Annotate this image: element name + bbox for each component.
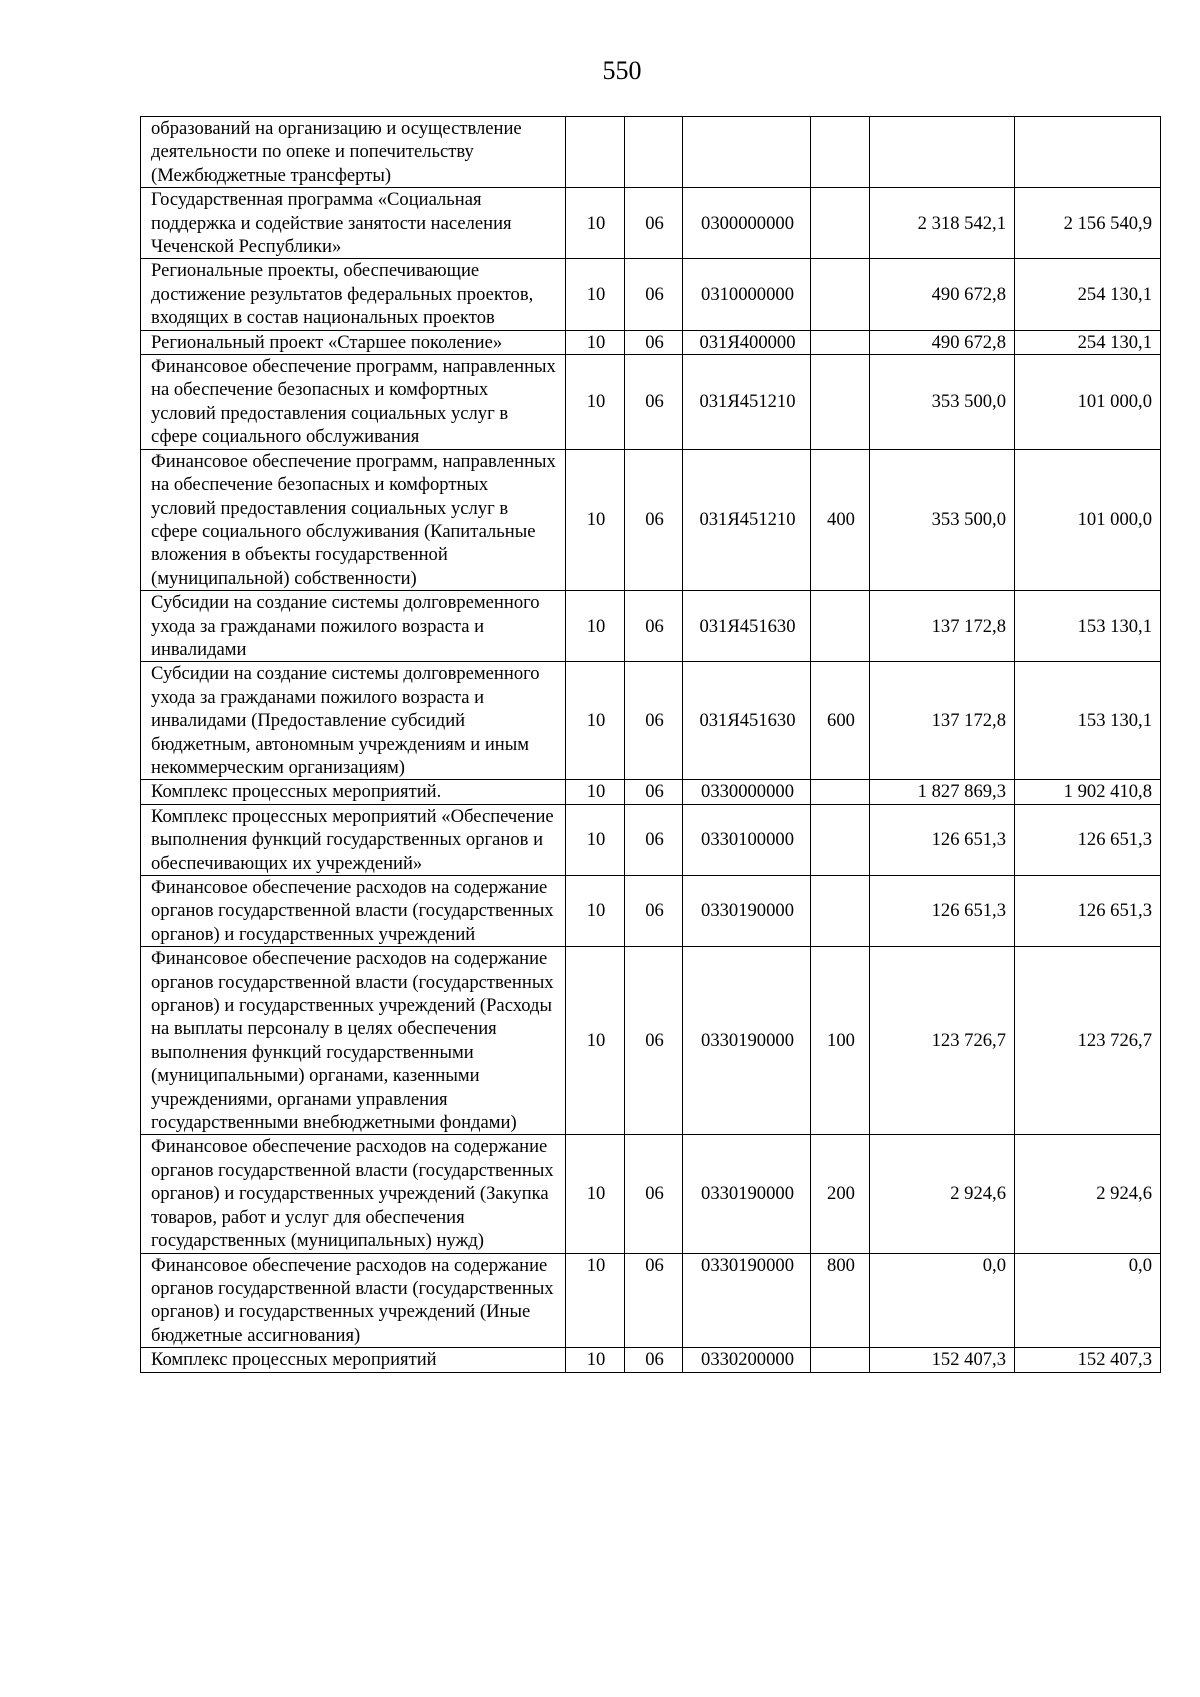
row-subsection-cell: 06 <box>625 330 683 354</box>
row-name-cell: Субсидии на создание системы долговременного ухода за гражданами пожилого возраста и инвалидами <box>141 591 566 662</box>
row-subsection-cell: 06 <box>625 1348 683 1372</box>
row-target-article-cell: 0330200000 <box>683 1348 811 1372</box>
row-subsection-cell: 06 <box>625 947 683 1135</box>
row-section-cell: 10 <box>566 188 625 259</box>
row-target-article-cell: 0330190000 <box>683 947 811 1135</box>
row-amount-2-cell: 101 000,0 <box>1015 355 1161 450</box>
row-target-article-cell: 0330190000 <box>683 1253 811 1348</box>
table-row <box>141 804 1161 875</box>
row-expense-type-cell <box>811 591 870 662</box>
row-section-cell: 10 <box>566 876 625 947</box>
row-name-cell: Финансовое обеспечение расходов на содержание органов государственной власти (государственных органов) и государственных учреждений <box>141 876 566 947</box>
row-amount-1-cell: 137 172,8 <box>870 662 1015 780</box>
row-amount-1-cell: 123 726,7 <box>870 947 1015 1135</box>
row-target-article-cell: 0330190000 <box>683 1135 811 1253</box>
row-amount-1-cell: 353 500,0 <box>870 355 1015 450</box>
row-amount-1-cell: 490 672,8 <box>870 259 1015 330</box>
row-amount-2-cell: 254 130,1 <box>1015 330 1161 354</box>
table-row <box>141 117 1161 188</box>
row-amount-2-cell: 2 156 540,9 <box>1015 188 1161 259</box>
row-expense-type-cell <box>811 330 870 354</box>
row-expense-type-cell <box>811 117 870 188</box>
row-target-article-cell <box>683 117 811 188</box>
row-amount-2-cell: 254 130,1 <box>1015 259 1161 330</box>
table-row <box>141 355 1161 450</box>
row-amount-2-cell: 126 651,3 <box>1015 876 1161 947</box>
row-amount-1-cell: 126 651,3 <box>870 876 1015 947</box>
row-subsection-cell: 06 <box>625 188 683 259</box>
row-section-cell: 10 <box>566 804 625 875</box>
table-row <box>141 780 1161 804</box>
row-target-article-cell: 031Я451630 <box>683 662 811 780</box>
row-section-cell: 10 <box>566 591 625 662</box>
table-row <box>141 947 1161 1135</box>
row-subsection-cell: 06 <box>625 1253 683 1348</box>
row-expense-type-cell: 600 <box>811 662 870 780</box>
row-section-cell <box>566 117 625 188</box>
row-amount-2-cell <box>1015 117 1161 188</box>
row-expense-type-cell <box>811 780 870 804</box>
table-row <box>141 1253 1161 1348</box>
table-row <box>141 1135 1161 1253</box>
row-section-cell: 10 <box>566 259 625 330</box>
table-row <box>141 188 1161 259</box>
row-target-article-cell: 0300000000 <box>683 188 811 259</box>
row-subsection-cell: 06 <box>625 259 683 330</box>
row-name-cell: Комплекс процессных мероприятий «Обеспечение выполнения функций государственных органов и обеспечивающих их учреждений» <box>141 804 566 875</box>
row-name-cell: Финансовое обеспечение расходов на содержание органов государственной власти (государственных органов) и государственных учреждений (Закупка товаров, работ и услуг для обеспечения государственных (муниципальных) нужд) <box>141 1135 566 1253</box>
row-expense-type-cell <box>811 259 870 330</box>
row-subsection-cell: 06 <box>625 591 683 662</box>
row-amount-2-cell: 153 130,1 <box>1015 591 1161 662</box>
row-amount-1-cell: 152 407,3 <box>870 1348 1015 1372</box>
row-target-article-cell: 031Я400000 <box>683 330 811 354</box>
row-section-cell: 10 <box>566 1348 625 1372</box>
row-section-cell: 10 <box>566 355 625 450</box>
row-subsection-cell <box>625 117 683 188</box>
row-amount-1-cell: 137 172,8 <box>870 591 1015 662</box>
page-number: 550 <box>602 56 642 85</box>
table-row <box>141 330 1161 354</box>
row-expense-type-cell <box>811 1348 870 1372</box>
row-section-cell: 10 <box>566 1135 625 1253</box>
row-section-cell: 10 <box>566 1253 625 1348</box>
row-section-cell: 10 <box>566 449 625 590</box>
table-body <box>141 117 1161 1373</box>
row-amount-1-cell: 1 827 869,3 <box>870 780 1015 804</box>
row-subsection-cell: 06 <box>625 1135 683 1253</box>
row-amount-1-cell: 490 672,8 <box>870 330 1015 354</box>
table-row <box>141 876 1161 947</box>
table-row <box>141 449 1161 590</box>
row-target-article-cell: 0330000000 <box>683 780 811 804</box>
row-subsection-cell: 06 <box>625 780 683 804</box>
row-name-cell: Финансовое обеспечение программ, направленных на обеспечение безопасных и комфортных условий предоставления социальных услуг в сфере социального обслуживания (Капитальные вложения в объекты государственной (муниципальной) собственности) <box>141 449 566 590</box>
row-amount-2-cell: 1 902 410,8 <box>1015 780 1161 804</box>
row-section-cell: 10 <box>566 947 625 1135</box>
row-subsection-cell: 06 <box>625 355 683 450</box>
row-amount-1-cell: 2 924,6 <box>870 1135 1015 1253</box>
row-section-cell: 10 <box>566 662 625 780</box>
row-amount-2-cell: 126 651,3 <box>1015 804 1161 875</box>
row-expense-type-cell <box>811 355 870 450</box>
row-subsection-cell: 06 <box>625 876 683 947</box>
table-row <box>141 1348 1161 1372</box>
row-name-cell: Финансовое обеспечение расходов на содержание органов государственной власти (государственных органов) и государственных учреждений (Иные бюджетные ассигнования) <box>141 1253 566 1348</box>
row-amount-2-cell: 101 000,0 <box>1015 449 1161 590</box>
row-expense-type-cell: 100 <box>811 947 870 1135</box>
row-amount-1-cell: 126 651,3 <box>870 804 1015 875</box>
row-expense-type-cell <box>811 804 870 875</box>
row-amount-2-cell: 152 407,3 <box>1015 1348 1161 1372</box>
row-name-cell: Региональный проект «Старшее поколение» <box>141 330 566 354</box>
row-subsection-cell: 06 <box>625 804 683 875</box>
table-row <box>141 591 1161 662</box>
row-amount-1-cell: 2 318 542,1 <box>870 188 1015 259</box>
row-subsection-cell: 06 <box>625 662 683 780</box>
table-row <box>141 259 1161 330</box>
row-amount-2-cell: 0,0 <box>1015 1253 1161 1348</box>
row-target-article-cell: 031Я451210 <box>683 449 811 590</box>
budget-table <box>140 116 1161 1373</box>
row-target-article-cell: 031Я451630 <box>683 591 811 662</box>
row-name-cell: Субсидии на создание системы долговременного ухода за гражданами пожилого возраста и инвалидами (Предоставление субсидий бюджетным, автономным учреждениям и иным некоммерческим организациям) <box>141 662 566 780</box>
row-subsection-cell: 06 <box>625 449 683 590</box>
row-target-article-cell: 0330100000 <box>683 804 811 875</box>
row-name-cell: Региональные проекты, обеспечивающие достижение результатов федеральных проектов, входящих в состав национальных проектов <box>141 259 566 330</box>
row-name-cell: Комплекс процессных мероприятий <box>141 1348 566 1372</box>
row-target-article-cell: 0330190000 <box>683 876 811 947</box>
row-section-cell: 10 <box>566 780 625 804</box>
row-name-cell: образований на организацию и осуществление деятельности по опеке и попечительству (Межбюджетные трансферты) <box>141 117 566 188</box>
row-section-cell: 10 <box>566 330 625 354</box>
row-name-cell: Государственная программа «Социальная поддержка и содействие занятости населения Чеченской Республики» <box>141 188 566 259</box>
row-name-cell: Финансовое обеспечение программ, направленных на обеспечение безопасных и комфортных условий предоставления социальных услуг в сфере социального обслуживания <box>141 355 566 450</box>
row-expense-type-cell <box>811 188 870 259</box>
row-amount-1-cell: 0,0 <box>870 1253 1015 1348</box>
row-amount-2-cell: 123 726,7 <box>1015 947 1161 1135</box>
row-name-cell: Финансовое обеспечение расходов на содержание органов государственной власти (государственных органов) и государственных учреждений (Расходы на выплаты персоналу в целях обеспечения выполнения функций государственными (муниципальными) органами, казенными учреждениями, органами управления государственными внебюджетными фондами) <box>141 947 566 1135</box>
row-target-article-cell: 0310000000 <box>683 259 811 330</box>
row-expense-type-cell <box>811 876 870 947</box>
row-amount-1-cell <box>870 117 1015 188</box>
row-amount-1-cell: 353 500,0 <box>870 449 1015 590</box>
row-name-cell: Комплекс процессных мероприятий. <box>141 780 566 804</box>
row-expense-type-cell: 400 <box>811 449 870 590</box>
row-amount-2-cell: 2 924,6 <box>1015 1135 1161 1253</box>
row-expense-type-cell: 800 <box>811 1253 870 1348</box>
table-row <box>141 662 1161 780</box>
row-amount-2-cell: 153 130,1 <box>1015 662 1161 780</box>
row-target-article-cell: 031Я451210 <box>683 355 811 450</box>
row-expense-type-cell: 200 <box>811 1135 870 1253</box>
